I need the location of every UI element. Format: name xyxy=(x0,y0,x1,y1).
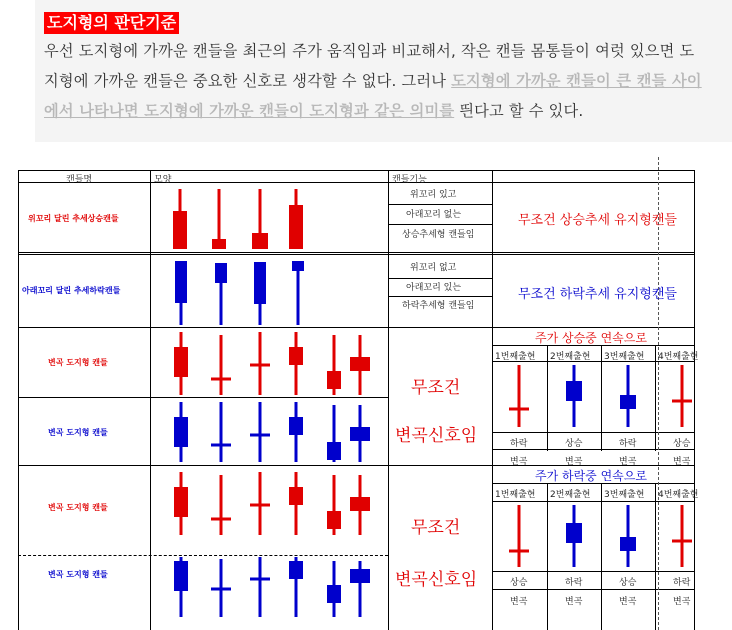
doji-name-3: 변곡 도지형 캔들 xyxy=(48,503,108,512)
down-label-4: 하락 xyxy=(673,578,691,588)
intro-text-2: 띈다고 할 수 있다. xyxy=(454,102,584,120)
doji-name-1: 변곡 도지형 캔들 xyxy=(48,358,108,367)
down-gok-1: 변곡 xyxy=(510,597,528,607)
row1-func-2: 아래꼬리 없는 xyxy=(406,210,462,220)
row1-desc: 무조건 상승추세 유지형캔들 xyxy=(518,213,677,228)
up-label-4: 상승 xyxy=(673,439,691,449)
mujo-1: 무조건 xyxy=(411,378,461,398)
candle-r1-body-1 xyxy=(173,211,187,249)
up-col-1: 1번째출현 xyxy=(495,352,536,362)
intro-title: 도지형의 판단기준 xyxy=(44,12,179,34)
down-gok-3: 변곡 xyxy=(619,597,637,607)
row1-func-1: 위꼬리 있고 xyxy=(410,190,457,200)
row2-func-1: 위꼬리 없고 xyxy=(410,263,457,273)
byeon-1: 변곡신호임 xyxy=(395,426,478,446)
row2-func-3: 하락추세형 캔들임 xyxy=(402,301,475,311)
down-gok-2: 변곡 xyxy=(565,597,583,607)
down-label-3: 상승 xyxy=(619,578,637,588)
down-col-3: 3번째출현 xyxy=(604,490,645,500)
byeon-2: 변곡신호임 xyxy=(395,570,478,590)
up-title: 주가 상승중 연속으로 xyxy=(535,331,647,345)
row2-func-2: 아래꼬리 있는 xyxy=(406,283,462,293)
doji-name-2: 변곡 도지형 캔들 xyxy=(48,428,108,437)
row2-desc: 무조건 하락추세 유지형캔들 xyxy=(518,287,677,302)
down-col-2: 2번째출현 xyxy=(550,490,591,500)
up-gok-1: 변곡 xyxy=(510,457,528,467)
row1-name: 위꼬리 달린 추세상승캔들 xyxy=(28,214,119,223)
up-col-4: 4번째출현 xyxy=(658,352,699,362)
down-gok-4: 변곡 xyxy=(673,597,691,607)
header-function: 캔들기능 xyxy=(392,175,427,185)
row1-func-3: 상승추세형 캔들임 xyxy=(402,230,475,240)
intro-highlight: 도지형에 가까운 캔들이 큰 캔들 사이에서 나타나면 도지형에 가까운 캔들이 도지형과 같은 의미를 xyxy=(44,72,702,120)
mujo-2: 무조건 xyxy=(411,518,461,538)
down-label-1: 상승 xyxy=(510,578,528,588)
candles-svg xyxy=(18,157,712,630)
up-col-3: 3번째출현 xyxy=(604,352,645,362)
header-shape: 모양 xyxy=(154,175,172,185)
down-col-1: 1번째출현 xyxy=(495,490,536,500)
row2-name: 아래꼬리 달린 추세하락캔들 xyxy=(22,286,121,295)
intro-text-1: 우선 도지형에 가까운 캔들을 최근의 주가 움직임과 비교해서, 작은 캔들 몸통들이 여럿 있으면 도지형에 가까운 캔들은 중요한 신호로 생각할 수 없다. 그러나 xyxy=(44,42,695,90)
up-gok-3: 변곡 xyxy=(619,457,637,467)
down-col-4: 4번째출현 xyxy=(658,490,699,500)
up-label-1: 하락 xyxy=(510,439,528,449)
up-gok-4: 변곡 xyxy=(673,457,691,467)
down-label-2: 하락 xyxy=(565,578,583,588)
up-label-3: 하락 xyxy=(619,439,637,449)
up-gok-2: 변곡 xyxy=(565,457,583,467)
doji-name-4: 변곡 도지형 캔들 xyxy=(48,570,108,579)
up-col-2: 2번째출현 xyxy=(550,352,591,362)
up-label-2: 상승 xyxy=(565,439,583,449)
header-name: 캔들명 xyxy=(66,175,93,185)
down-title: 주가 하락중 연속으로 xyxy=(535,469,647,483)
intro-body xyxy=(44,36,706,126)
candle-table xyxy=(18,157,712,630)
